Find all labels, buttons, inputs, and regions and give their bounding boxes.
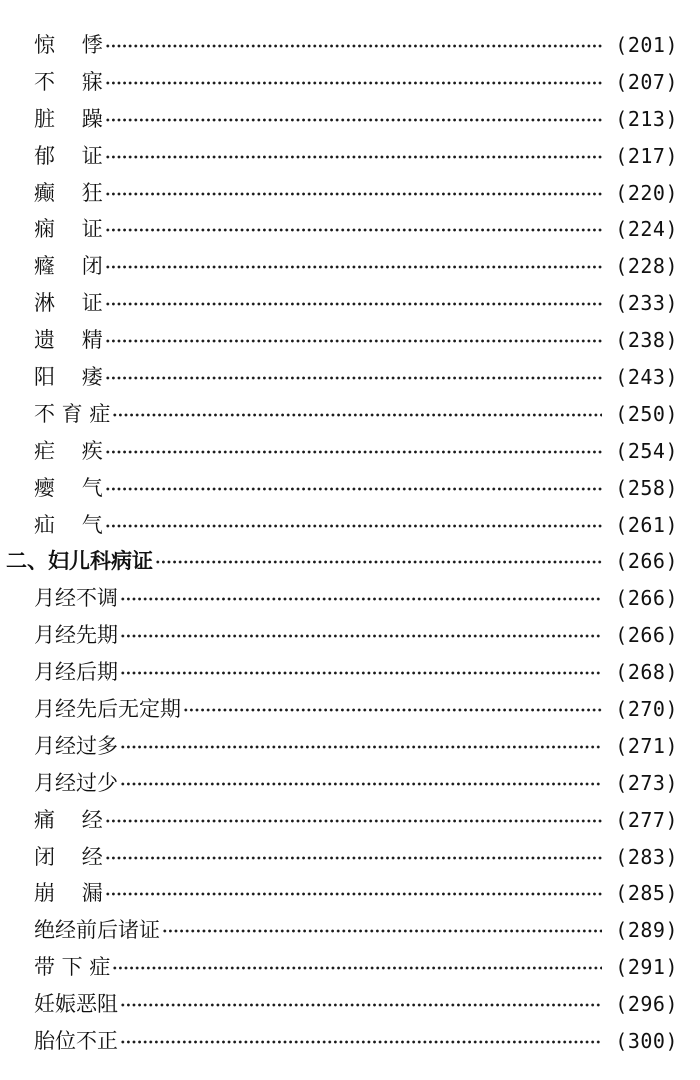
dot-leader [105, 376, 602, 380]
dot-leader [120, 1040, 602, 1044]
toc-entry-page-number: (213) [615, 106, 678, 131]
toc-entry-page-number: (271) [615, 733, 678, 758]
dot-leader [120, 1003, 602, 1007]
toc-entry[interactable] [0, 764, 700, 801]
toc-entry-title: 妊娠恶阻 [34, 992, 118, 1017]
toc-entry-title: 遗 精 [34, 328, 103, 353]
dot-leader [120, 634, 602, 638]
toc-entry-page-number: (224) [615, 217, 678, 242]
dot-leader [183, 708, 602, 712]
toc-entry[interactable] [0, 616, 700, 653]
toc-entry-title: 淋 证 [34, 291, 103, 316]
toc-entry[interactable] [0, 506, 700, 543]
toc-entry[interactable] [0, 174, 700, 211]
dot-leader [120, 745, 602, 749]
toc-entry[interactable] [0, 1022, 700, 1059]
toc-entry-title: 疟 疾 [34, 438, 103, 463]
toc-entry[interactable] [0, 63, 700, 100]
toc-entry-page-number: (283) [615, 844, 678, 869]
toc-entry-page-number: (285) [615, 881, 678, 906]
toc-entry-title: 绝经前后诸证 [34, 918, 160, 943]
toc-entry-title: 癃 闭 [34, 254, 103, 279]
toc-entry-title: 月经过少 [34, 770, 118, 795]
toc-entry-page-number: (220) [615, 180, 678, 205]
toc-entry-page-number: (261) [615, 512, 678, 537]
toc-entry-page-number: (291) [615, 955, 678, 980]
toc-section-heading[interactable] [0, 542, 700, 579]
toc-entry-page-number: (289) [615, 918, 678, 943]
toc-entry[interactable] [0, 911, 700, 948]
toc-entry-page-number: (273) [615, 770, 678, 795]
toc-entry-title: 二、妇儿科病证 [6, 549, 153, 574]
toc-entry-title: 惊 悸 [34, 33, 103, 57]
toc-entry-page-number: (254) [615, 438, 678, 463]
toc-entry[interactable] [0, 727, 700, 764]
toc-entry-page-number: (266) [615, 549, 678, 574]
toc-entry[interactable] [0, 469, 700, 506]
dot-leader [120, 782, 602, 786]
toc-entry-title: 崩 漏 [34, 881, 103, 906]
dot-leader [120, 671, 602, 675]
toc-entry-title: 胎位不正 [34, 1029, 118, 1054]
toc-entry[interactable] [0, 100, 700, 137]
dot-leader [105, 892, 602, 896]
toc-entry-page-number: (228) [615, 254, 678, 279]
table-of-contents [0, 26, 700, 1059]
toc-entry-title: 瘿 气 [34, 475, 103, 500]
toc-entry-page-number: (207) [615, 69, 678, 94]
toc-entry[interactable] [0, 210, 700, 247]
toc-entry-page-number: (243) [615, 365, 678, 390]
toc-entry-title: 痛 经 [34, 807, 103, 832]
toc-entry-title: 月经先后无定期 [34, 697, 181, 722]
dot-leader [105, 339, 602, 343]
toc-entry-title: 癫 狂 [34, 180, 103, 205]
toc-entry-page-number: (300) [615, 1029, 678, 1054]
toc-entry-page-number: (268) [615, 660, 678, 685]
toc-entry-title: 不 育 症 [34, 401, 111, 426]
toc-entry-title: 不 寐 [34, 69, 103, 94]
dot-leader [105, 265, 602, 269]
dot-leader [105, 118, 602, 122]
toc-entry-page-number: (238) [615, 328, 678, 353]
dot-leader [105, 155, 602, 159]
toc-entry[interactable] [0, 948, 700, 985]
dot-leader [105, 450, 602, 454]
toc-entry-title: 月经过多 [34, 733, 118, 758]
toc-entry[interactable] [0, 874, 700, 911]
dot-leader [105, 524, 602, 528]
toc-entry-title: 月经后期 [34, 660, 118, 685]
toc-entry-title: 郁 证 [34, 143, 103, 168]
toc-entry[interactable] [0, 690, 700, 727]
toc-entry-page-number: (233) [615, 291, 678, 316]
toc-entry-title: 脏 躁 [34, 106, 103, 131]
toc-entry[interactable] [0, 395, 700, 432]
dot-leader [105, 856, 602, 860]
toc-entry-title: 阳 痿 [34, 365, 103, 390]
toc-entry[interactable] [0, 579, 700, 616]
toc-entry-page-number: (266) [615, 623, 678, 648]
toc-entry-page-number: (217) [615, 143, 678, 168]
dot-leader [105, 487, 602, 491]
dot-leader [162, 929, 602, 933]
toc-entry-title: 月经先期 [34, 623, 118, 648]
toc-entry-page-number: (266) [615, 586, 678, 611]
dot-leader [155, 560, 602, 564]
toc-entry[interactable] [0, 801, 700, 838]
toc-entry[interactable] [0, 284, 700, 321]
dot-leader [105, 81, 602, 85]
toc-entry-title: 闭 经 [34, 844, 103, 869]
toc-entry-page-number: (258) [615, 475, 678, 500]
toc-entry[interactable] [0, 321, 700, 358]
toc-entry[interactable] [0, 838, 700, 875]
toc-entry-page-number: (277) [615, 807, 678, 832]
dot-leader [120, 597, 602, 601]
toc-entry[interactable] [0, 137, 700, 174]
dot-leader [105, 302, 602, 306]
toc-entry-title: 痫 证 [34, 217, 103, 242]
toc-entry-title: 带 下 症 [34, 955, 111, 980]
toc-entry-page-number: (270) [615, 697, 678, 722]
toc-entry-title: 月经不调 [34, 586, 118, 611]
dot-leader [105, 192, 602, 196]
toc-entry[interactable] [0, 358, 700, 395]
toc-entry[interactable] [0, 432, 700, 469]
dot-leader [112, 413, 602, 417]
dot-leader [105, 228, 602, 232]
dot-leader [105, 819, 602, 823]
toc-entry[interactable] [0, 985, 700, 1022]
toc-entry-title: 疝 气 [34, 512, 103, 537]
toc-entry[interactable] [0, 247, 700, 284]
toc-entry-page-number: (201) [615, 33, 678, 57]
toc-entry[interactable] [0, 653, 700, 690]
dot-leader [105, 44, 602, 48]
dot-leader [112, 966, 602, 970]
toc-entry-page-number: (296) [615, 992, 678, 1017]
toc-entry[interactable] [0, 26, 700, 63]
toc-entry-page-number: (250) [615, 401, 678, 426]
